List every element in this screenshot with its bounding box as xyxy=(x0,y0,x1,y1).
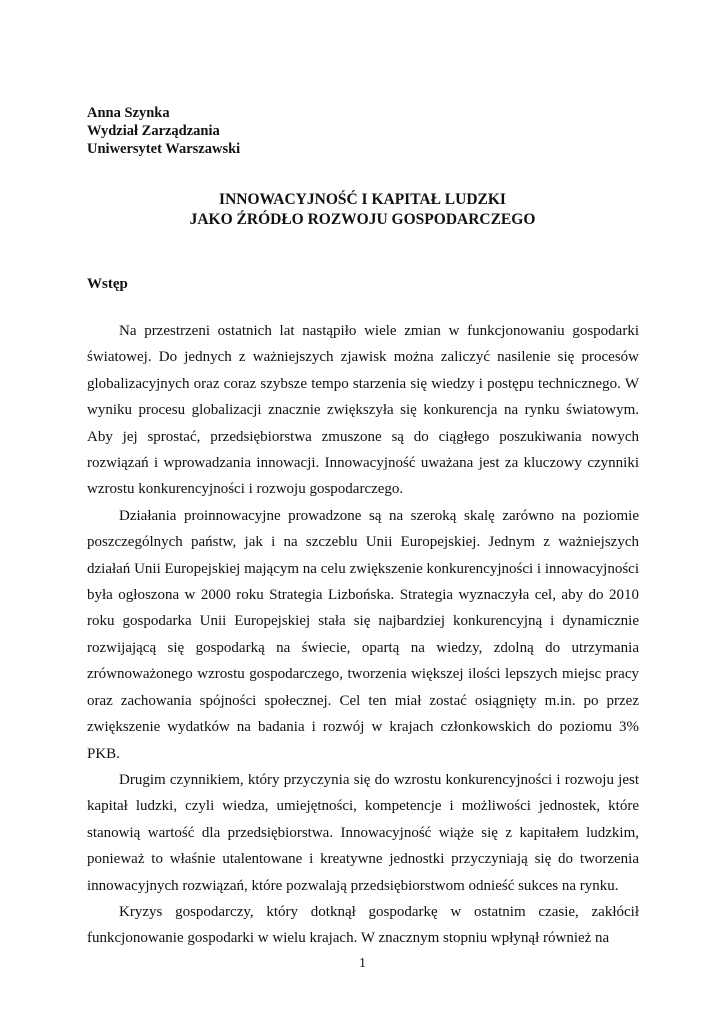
author-name: Anna Szynka xyxy=(87,105,170,121)
document-title xyxy=(0,190,725,230)
section-heading: Wstęp xyxy=(87,276,128,292)
body-text xyxy=(87,318,639,952)
page-number: 1 xyxy=(359,956,366,971)
paragraph: Drugim czynnikiem, który przyczynia się do wzrostu konkurencyjności i rozwoju jest kapitał ludzki, czyli wiedza, umiejętności, kompetencje i możliwości jednostek, które stanowią wartość dla przedsiębiorstwa. Innowacyjność wiąże się z kapitałem ludzkim, ponieważ to właśnie utalentowane i kreatywne jednostki przyczyniają się do tworzenia innowacyjnych rozwiązań, które pozwalają przedsiębiorstwom odnieść sukces na rynku. xyxy=(87,771,639,894)
paragraph: Na przestrzeni ostatnich lat nastąpiło wiele zmian w funkcjonowaniu gospodarki światowej. Do jednych z ważniejszych zjawisk można zaliczyć nasilenie się procesów globalizacyjnych oraz coraz szybsze tempo starzenia się wiedzy i postępu technicznego. W wyniku procesu globalizacji znacznie zwiększyła się konkurencja na rynku światowym. Aby jej sprostać, przedsiębiorstwa zmuszone są do ciągłego poszukiwania nowych rozwiązań i wprowadzania innowacji. Innowacyjność uważana jest za kluczowy czynniki wzrostu konkurencyjności i rozwoju gospodarczego. xyxy=(87,323,639,498)
title-line-2: JAKO ŹRÓDŁO ROZWOJU GOSPODARCZEGO xyxy=(189,211,536,228)
author-department: Wydział Zarządzania xyxy=(87,123,220,139)
title-line-1: INNOWACYJNOŚĆ I KAPITAŁ LUDZKI xyxy=(219,191,506,208)
paragraph: Działania proinnowacyjne prowadzone są na szeroką skalę zarówno na poziomie poszczególnych państw, jak i na szczeblu Unii Europejskiej. Jednym z ważniejszych działań Unii Europejskiej mającym na celu zwiększenie konkurencyjności i innowacyjności była ogłoszona w 2000 roku Strategia Lizbońska. Strategia wyznaczyła cel, aby do 2010 roku gospodarka Unii Europejskiej stała się najbardziej konkurencyjną i dynamicznie rozwijającą się gospodarką na świecie, opartą na wiedzy, zdolną do utrzymania zrównoważonego wzrostu gospodarczego, tworzenia większej ilości lepszych miejsc pracy oraz zachowania spójności społecznej. Cel ten miał zostać osiągnięty m.in. po przez zwiększenie wydatków na badania i rozwój w krajach członkowskich do poziomu 3% PKB. xyxy=(87,507,639,762)
paragraph: Kryzys gospodarczy, który dotknął gospodarkę w ostatnim czasie, zakłócił funkcjonowanie gospodarki w wielu krajach. W znacznym stopniu wpłynął również na xyxy=(87,903,639,947)
author-university: Uniwersytet Warszawski xyxy=(87,141,241,157)
author-block xyxy=(87,104,240,158)
